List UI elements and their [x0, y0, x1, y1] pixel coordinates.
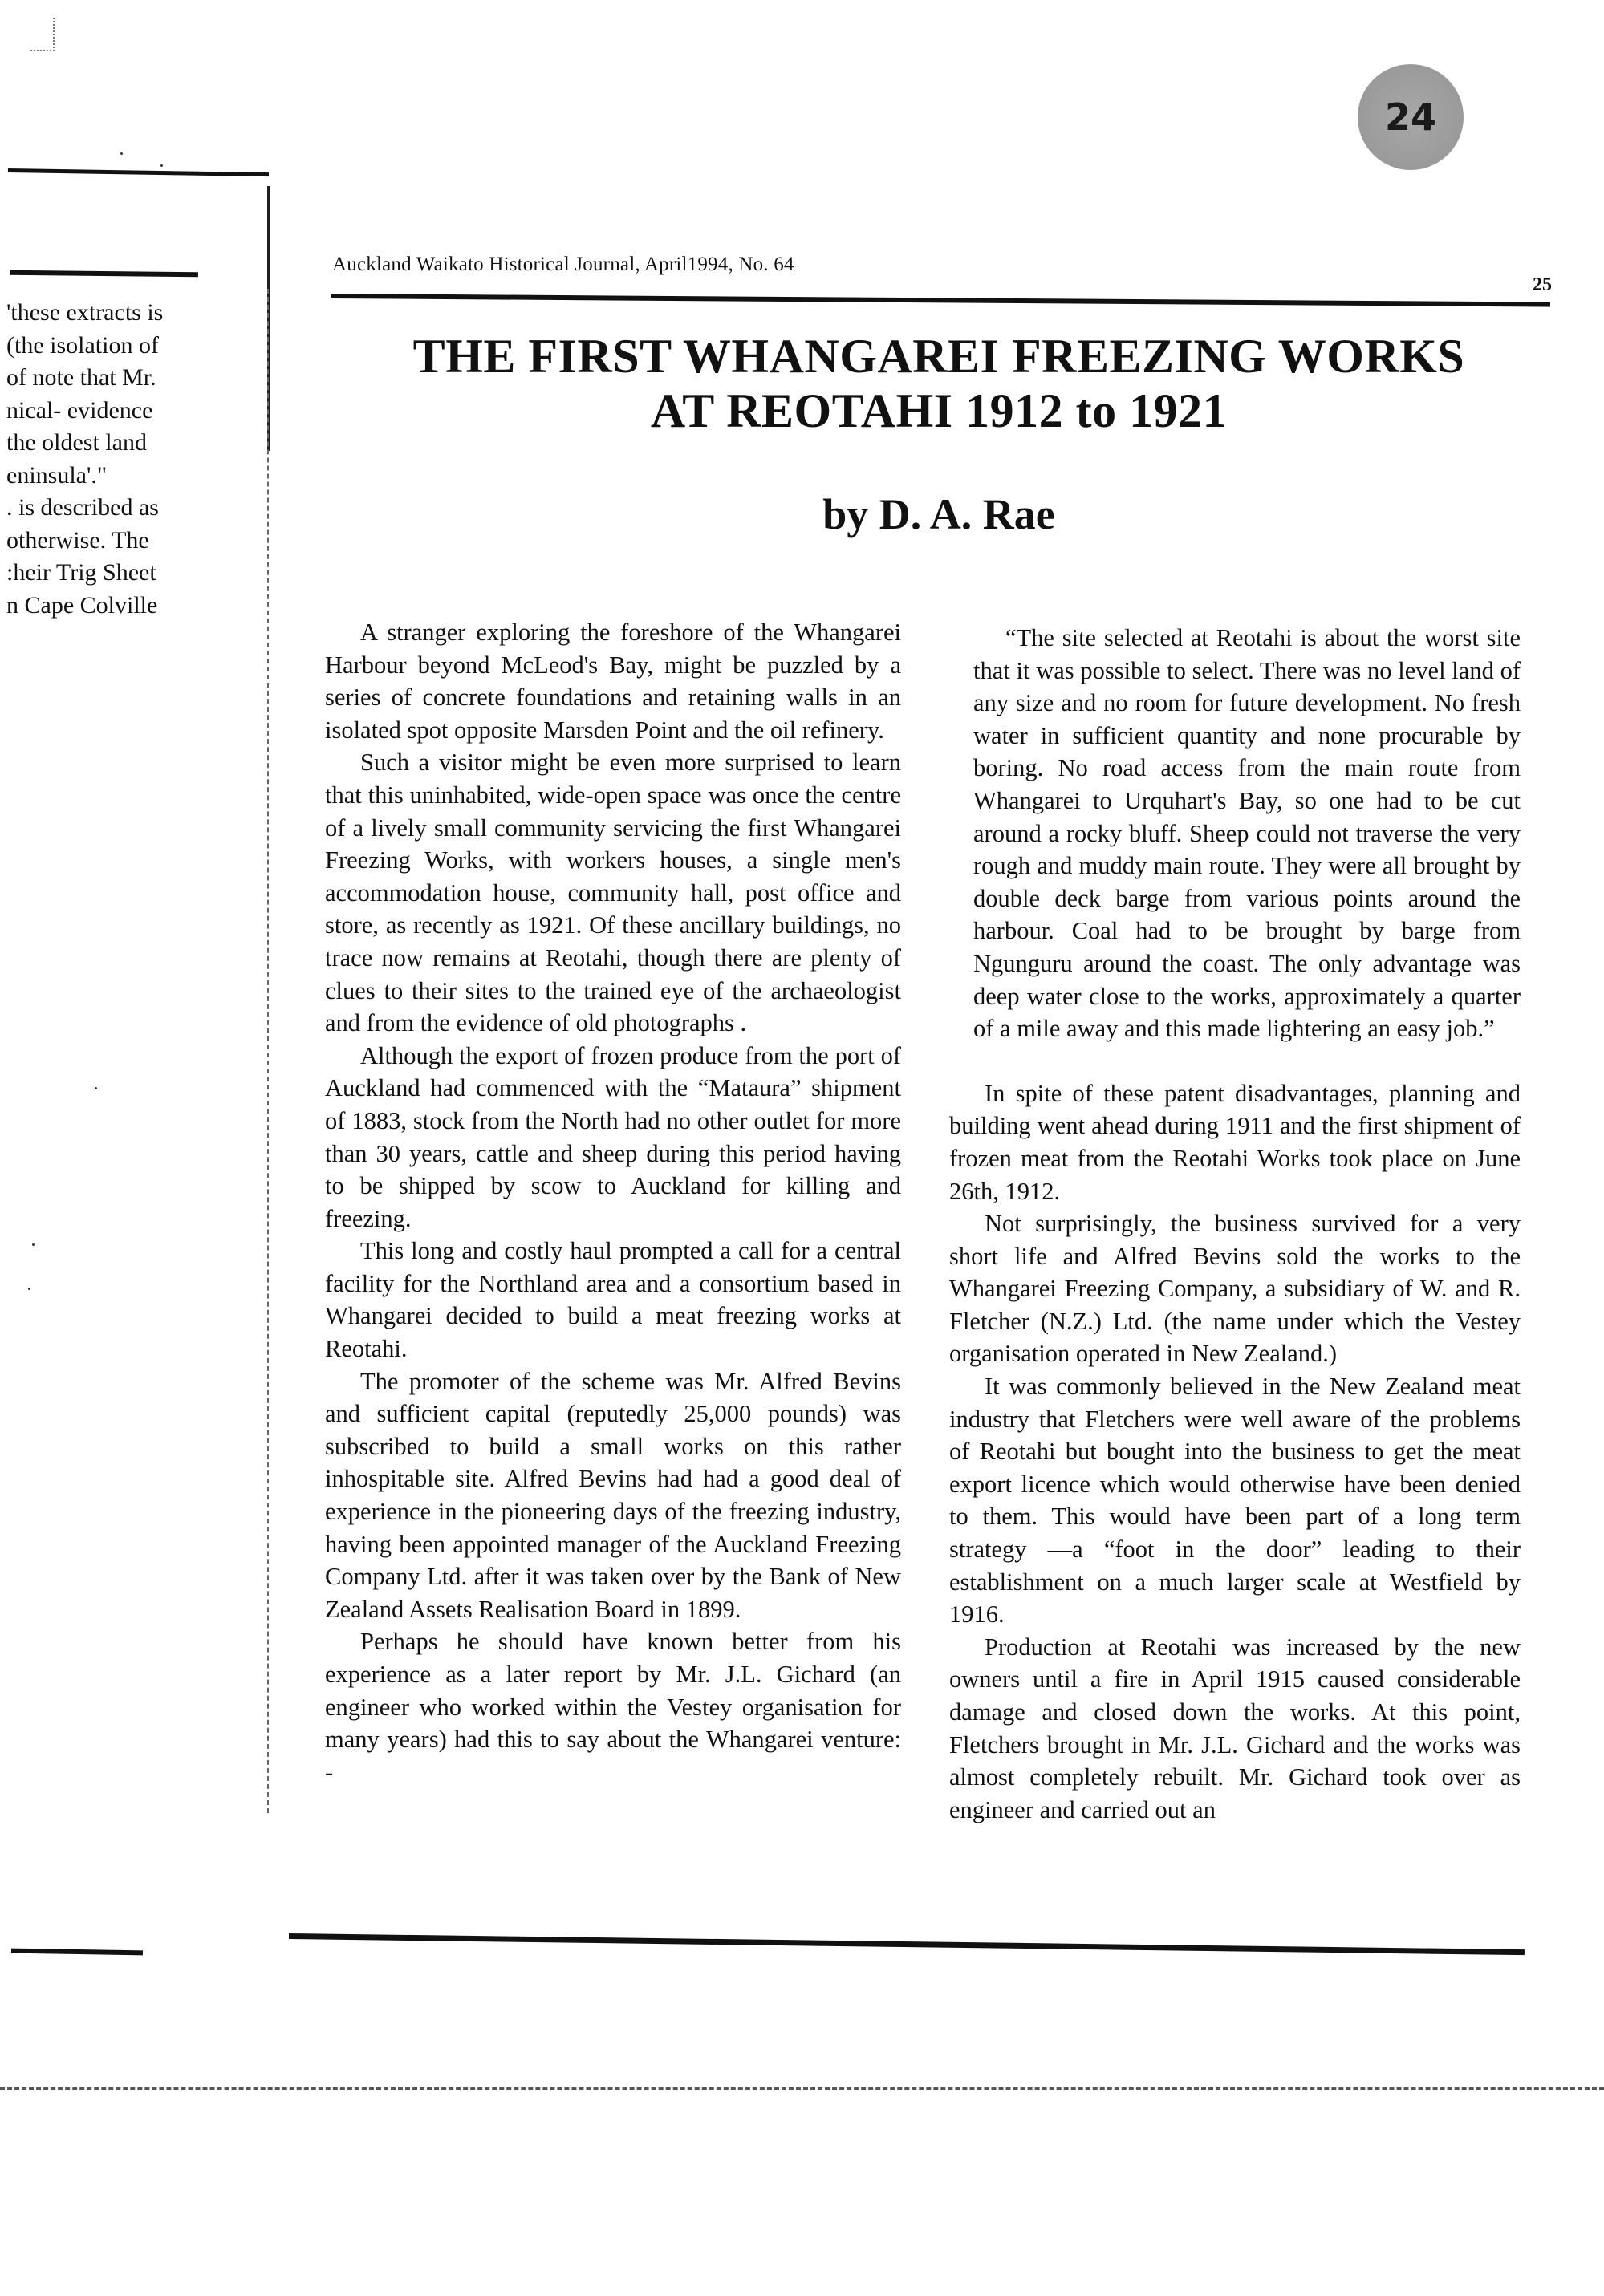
paragraph: In spite of these patent disadvantages, planning and building went ahead during 1911 and the first shipment of frozen meat from the Reotahi Works took place on June 26th, 1912. [949, 1079, 1521, 1205]
scan-speck [28, 1288, 30, 1290]
scan-corner-mark [30, 18, 55, 51]
paragraph: Not surprisingly, the business survived for a very short life and Alfred Bevins sold the works to the Whangarei Freezing Company, a subsidiary of W. and R. Fletcher (N.Z.) Ltd. (the name under which the Vestey organisation operated in New Zealand.) [949, 1210, 1521, 1368]
page-stamp-number: 24 [1384, 95, 1436, 139]
scan-speck [120, 152, 123, 155]
fragment-line: n Cape Colville [6, 591, 158, 619]
article-title [337, 329, 1541, 438]
paragraph: Such a visitor might be even more surprised to learn that this uninhabited, wide-open space was once the centre of a lively small community servicing the first Whangarei Freezing Works, with workers houses, a single men's accommodation house, community hall, post office and store, as recently as 1921. Of these ancillary buildings, no trace now remains at Reotahi, though there are plenty of clues to their sites to the trained eye of the archaeologist and from the evidence of old photographs . [325, 748, 901, 1037]
scan-edge-line [0, 2087, 1604, 2090]
block-quote: “The site selected at Reotahi is about the worst site that it was possible to select. There was no level land of any size and no room for future development. No fresh water in sufficient quantity and none procurable by boring. No road access from the main route from Whangarei to Urquhart's Bay, so one had to be cut around a rocky bluff. Sheep could not traverse the very rough and muddy main route. They were all brought by double deck barge from various points around the harbour. Coal had to be brought by barge from Ngunguru around the coast. The only advantage was deep water close to the works, approximately a quarter of a mile away and this made lightering an easy job.” [973, 624, 1521, 1043]
left-page-top-rule [8, 168, 269, 176]
fragment-line: otherwise. The [6, 526, 149, 554]
paragraph: This long and costly haul prompted a call for a central facility for the Northland area and a consortium based in Whangarei decided to build a meat freezing works at Reotahi. [325, 1237, 901, 1363]
scan-speck [32, 1243, 35, 1246]
fragment-line: of note that Mr. [6, 364, 156, 391]
paragraph: The promoter of the scheme was Mr. Alfred Bevins and sufficient capital (reputedly 25,000 pounds) was subscribed to build a small works on this rather inhospitable site. Alfred Bevins had had a good deal of experience in the pioneering days of the freezing industry, having been appointed manager of the Auckland Freezing Company Ltd. after it was taken over by the Bank of New Zealand Assets Realisation Board in 1899. [325, 1367, 901, 1623]
page-stamp-badge [1358, 64, 1464, 170]
fragment-line: eninsula'." [6, 461, 108, 489]
page-number: 25 [1533, 274, 1552, 295]
paragraph: A stranger exploring the foreshore of the Whangarei Harbour beyond McLeod's Bay, might be puzzled by a series of concrete foundations and retaining walls in an isolated spot opposite Marsden Point and the oil refinery. [325, 619, 901, 744]
article-column-left [325, 616, 901, 1788]
paragraph: Perhaps he should have known better from his experience as a later report by Mr. J.L. Gichard (an engineer who worked within the Vestey organisation for many years) had this to say about the Whangarei venture: - [325, 1628, 901, 1786]
scan-speck [95, 1087, 97, 1089]
fragment-line: the oldest land [6, 429, 147, 456]
header-rule [331, 294, 1550, 307]
fragment-line: (the isolation of [6, 331, 159, 359]
fragment-line: 'these extracts is [6, 299, 164, 326]
article-byline: by D. A. Rae [822, 490, 1055, 538]
scan-speck [160, 164, 163, 167]
article-title-line-2: AT REOTAHI 1912 to 1921 [650, 384, 1228, 437]
running-header: Auckland Waikato Historical Journal, April1994, No. 64 [332, 254, 794, 275]
paragraph: Although the export of frozen produce from the port of Auckland had commenced with the “Mataura” shipment of 1883, stock from the North had no other outlet for more than 30 years, cattle and sheep during this period having to be shipped by scow to Auckland for killing and freezing. [325, 1041, 901, 1232]
page-gutter-dotted-line [267, 289, 269, 1813]
article-column-right [949, 622, 1521, 1826]
paragraph: Production at Reotahi was increased by the new owners until a fire in April 1915 caused considerable damage and closed down the works. At this point, Fletchers brought in Mr. J.L. Gichard and the works was almost completely rebuilt. Mr. Gichard took over as engineer and carried out an [949, 1633, 1521, 1823]
fragment-line: :heir Trig Sheet [6, 559, 156, 586]
footer-rule [289, 1933, 1525, 1955]
fragment-line: . is described as [6, 494, 159, 521]
left-page-fragment [6, 297, 207, 622]
left-page-rule [10, 270, 198, 277]
article-title-line-1: THE FIRST WHANGAREI FREEZING WORKS [412, 330, 1465, 383]
fragment-line: nical- evidence [6, 396, 153, 424]
left-page-bottom-rule [11, 1949, 143, 1956]
paragraph: It was commonly believed in the New Zealand meat industry that Fletchers were well aware of the problems of Reotahi but bought into the business to get the meat export licence which would otherwise have been denied to them. This would have been part of a long term strategy —a “foot in the door” leading to their establishment on a much larger scale at Westfield by 1916. [949, 1373, 1521, 1629]
